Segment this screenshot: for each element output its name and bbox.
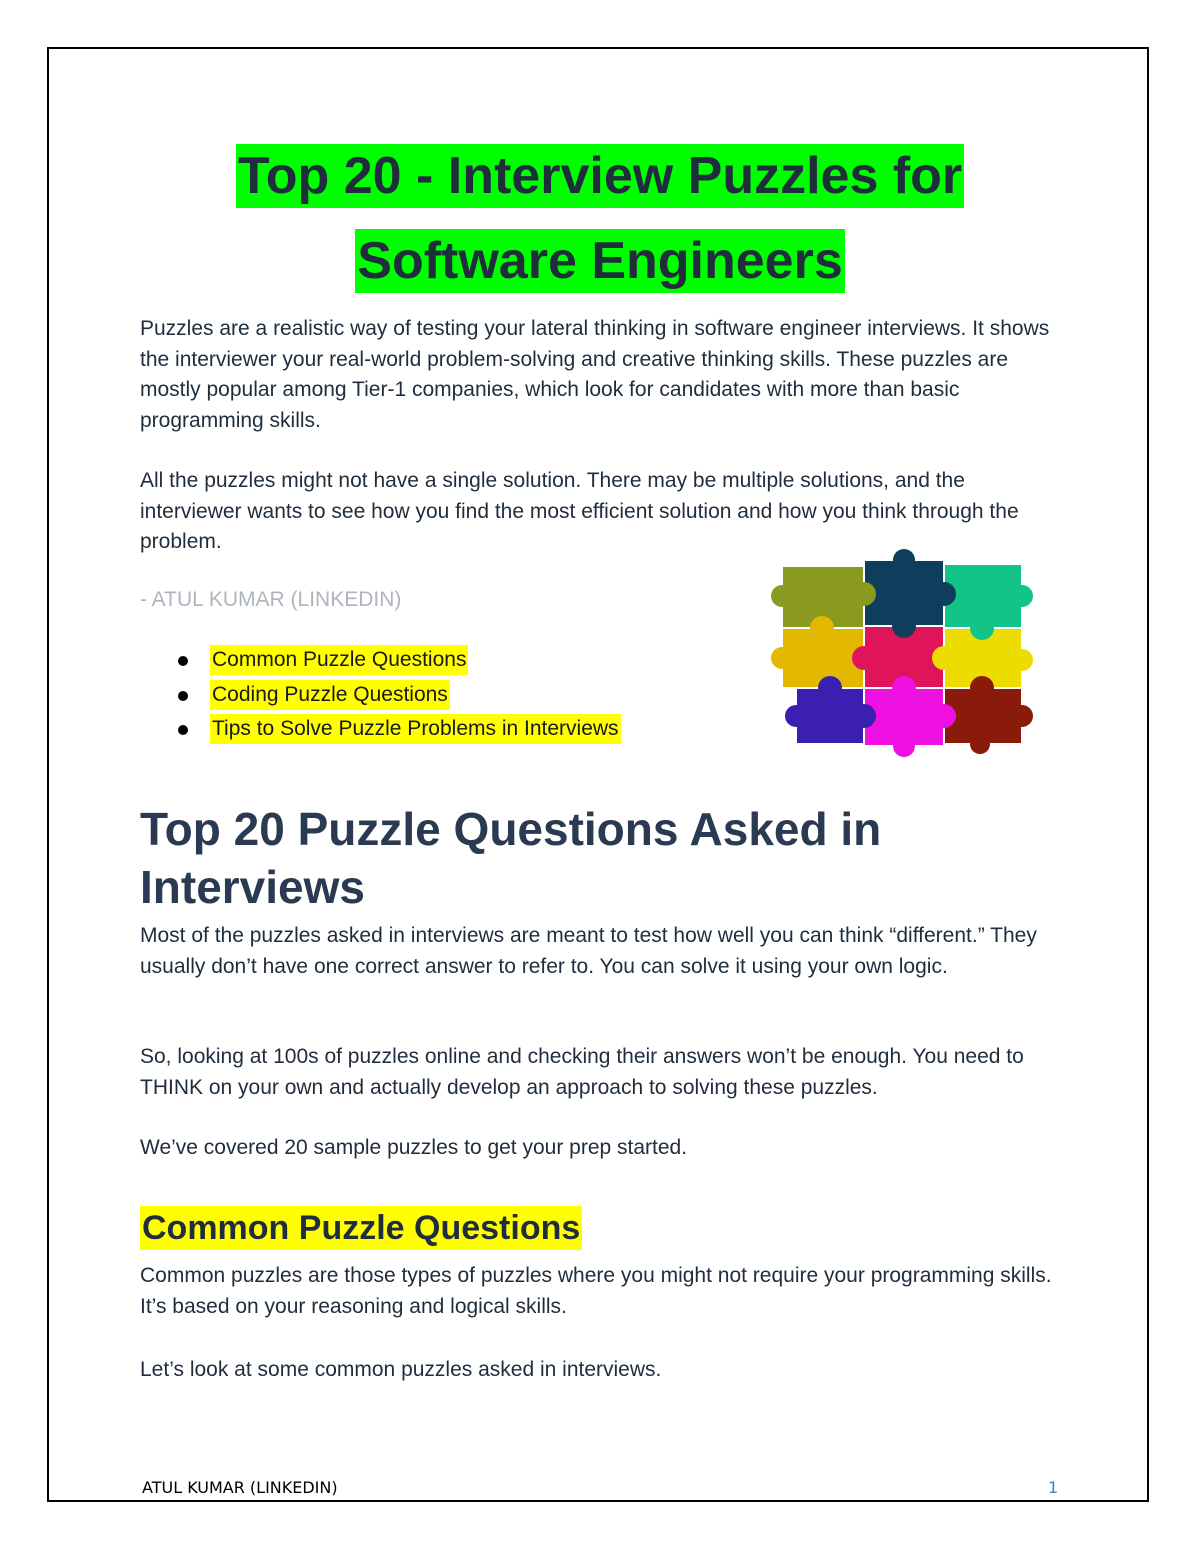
page-number: 1 [1048,1478,1059,1497]
bullet-icon [178,725,188,735]
toc-item-label: Tips to Solve Puzzle Problems in Interviews [210,714,621,744]
section2-paragraph-1: Common puzzles are those types of puzzles where you might not require your programming skills. It’s based on your reasoning and logical skills. [140,1264,1052,1318]
title-line-2-wrap [0,229,1200,293]
toc-item-label: Coding Puzzle Questions [210,680,450,710]
toc-item-label: Common Puzzle Questions [210,645,468,675]
footer-author: ATUL KUMAR (LINKEDIN) [142,1478,338,1497]
author-credit: - ATUL KUMAR (LINKEDIN) [140,588,402,611]
section-heading-top-20: Top 20 Puzzle Questions Asked in Interviews [140,803,882,913]
section2-paragraph-2: Let’s look at some common puzzles asked in interviews. [140,1358,662,1381]
bullet-icon [178,691,188,701]
section1-paragraph-1: Most of the puzzles asked in interviews are meant to test how well you can think “different.” They usually don’t have one correct answer to refer to. You can solve it using your own logic. [140,924,1037,978]
section1-paragraph-3: We’ve covered 20 sample puzzles to get your prep started. [140,1136,688,1159]
intro-paragraph-1: Puzzles are a realistic way of testing your lateral thinking in software engineer interviews. It shows the interviewer your real-world problem-solving and creative thinking skills. These puzzles are mostly popular among Tier-1 companies, which look for candidates with more than basic programming skills. [140,317,1050,432]
section-heading-common-puzzles: Common Puzzle Questions [140,1206,582,1250]
document-title-line-2: Software Engineers [355,229,844,293]
intro-paragraph-2: All the puzzles might not have a single solution. There may be multiple solutions, and the interviewer wants to see how you find the most efficient solution and how you think through the problem. [140,469,1019,553]
section1-paragraph-2: So, looking at 100s of puzzles online and checking their answers won’t be enough. You need to THINK on your own and actually develop an approach to solving these puzzles. [140,1045,1024,1099]
title-line-1-wrap [0,144,1200,208]
document-title-line-1: Top 20 - Interview Puzzles for [236,144,964,208]
jigsaw-puzzle-icon [770,548,1040,758]
bullet-icon [178,656,188,666]
